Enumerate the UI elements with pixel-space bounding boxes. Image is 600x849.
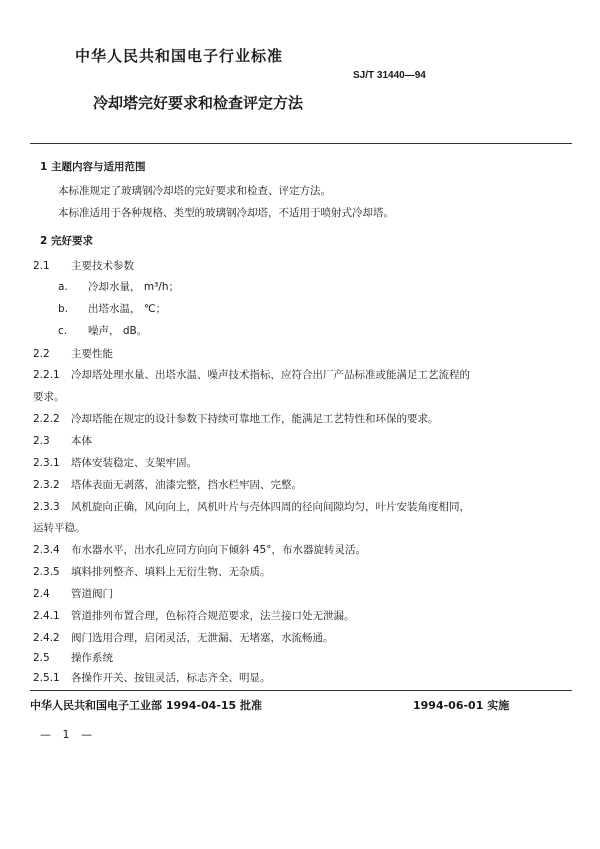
clause-number: 2.3 [33, 435, 50, 447]
clause-number: 2.2.2 [33, 413, 60, 425]
clause-title: 操作系统 [71, 652, 113, 664]
clause-number: 2.4 [33, 588, 50, 600]
clause-text: 阀门选用合理，启闭灵活，无泄漏、无堵塞，水流畅通。 [71, 632, 334, 644]
clause-2-2-2 [33, 411, 439, 426]
top-divider [30, 143, 572, 144]
clause-2-4 [33, 586, 113, 601]
clause-2-3-2 [33, 477, 302, 492]
clause-text: 冷却塔处理水量、出塔水温、噪声技术指标，应符合出厂产品标准或能满足工艺流程的 [71, 369, 470, 381]
list-text: 出塔水温， ℃； [88, 303, 167, 315]
clause-text: 冷却塔能在规定的设计参数下持续可靠地工作，能满足工艺特性和环保的要求。 [71, 413, 439, 425]
list-item-b [58, 301, 166, 316]
clause-title: 本体 [71, 435, 92, 447]
clause-title: 管道阀门 [71, 588, 113, 600]
list-item-a [58, 279, 179, 294]
clause-number: 2.2.1 [33, 369, 60, 381]
implementation-date: 1994-06-01 实施 [413, 699, 510, 712]
list-label: a. [58, 281, 68, 293]
section-1-paragraph-2: 本标准适用于各种规格、类型的玻璃钢冷却塔，不适用于喷射式冷却塔。 [58, 207, 394, 219]
clause-number: 2.3.1 [33, 457, 60, 469]
clause-2-1 [33, 258, 134, 273]
list-text: 噪声， dB。 [88, 325, 148, 337]
clause-2-3 [33, 433, 92, 448]
section-2-heading: 2 完好要求 [40, 235, 93, 247]
clause-2-3-5 [33, 564, 271, 579]
section-1-heading: 1 主题内容与适用范围 [40, 161, 146, 173]
clause-text: 风机旋向正确，风向向上，风机叶片与壳体四周的径向间隙均匀，叶片安装角度相同， [71, 501, 470, 513]
clause-2-3-3-continued: 运转平稳。 [33, 522, 86, 534]
clause-title: 主要技术参数 [71, 260, 134, 272]
section-1-paragraph-1: 本标准规定了玻璃钢冷却塔的完好要求和检查、评定方法。 [58, 185, 331, 197]
clause-number: 2.3.2 [33, 479, 60, 491]
clause-2-2-1 [33, 367, 470, 382]
clause-2-3-3 [33, 499, 470, 514]
clause-number: 2.4.1 [33, 610, 60, 622]
clause-2-5 [33, 650, 113, 665]
clause-2-3-4 [33, 542, 366, 557]
clause-text: 塔体安装稳定、支架牢固。 [71, 457, 197, 469]
approval-line: 中华人民共和国电子工业部 1994-04-15 批准 [30, 699, 263, 712]
clause-number: 2.1 [33, 260, 50, 272]
clause-text: 管道排列布置合理，色标符合规范要求，法兰接口处无泄漏。 [71, 610, 355, 622]
clause-title: 主要性能 [71, 348, 113, 360]
clause-2-2 [33, 346, 113, 361]
clause-2-3-1 [33, 455, 197, 470]
page-number: — 1 — [40, 728, 96, 741]
standard-code: SJ/T 31440—94 [353, 70, 426, 81]
clause-number: 2.3.4 [33, 544, 60, 556]
clause-2-4-2 [33, 630, 334, 645]
list-item-c [58, 323, 147, 338]
clause-number: 2.3.5 [33, 566, 60, 578]
list-text: 冷却水量， m³/h； [88, 281, 179, 293]
clause-text: 塔体表面无剥落，油漆完整，挡水栏牢固、完整。 [71, 479, 302, 491]
clause-2-4-1 [33, 608, 355, 623]
list-label: c. [58, 325, 68, 337]
clause-number: 2.4.2 [33, 632, 60, 644]
clause-text: 布水器水平，出水孔应同方向向下倾斜 45°，布水器旋转灵活。 [71, 544, 366, 556]
clause-text: 填料排列整齐、填料上无衍生物、无杂质。 [71, 566, 271, 578]
clause-number: 2.3.3 [33, 501, 60, 513]
standard-organization: 中华人民共和国电子行业标准 [75, 47, 284, 65]
clause-number: 2.2 [33, 348, 50, 360]
list-label: b. [58, 303, 69, 315]
clause-number: 2.5.1 [33, 672, 60, 684]
clause-2-2-1-continued: 要求。 [33, 391, 65, 403]
clause-text: 各操作开关、按钮灵活，标志齐全、明显。 [71, 672, 271, 684]
clause-number: 2.5 [33, 652, 50, 664]
clause-2-5-1 [33, 670, 271, 685]
document-title: 冷却塔完好要求和检查评定方法 [93, 94, 304, 112]
bottom-divider [30, 690, 572, 691]
